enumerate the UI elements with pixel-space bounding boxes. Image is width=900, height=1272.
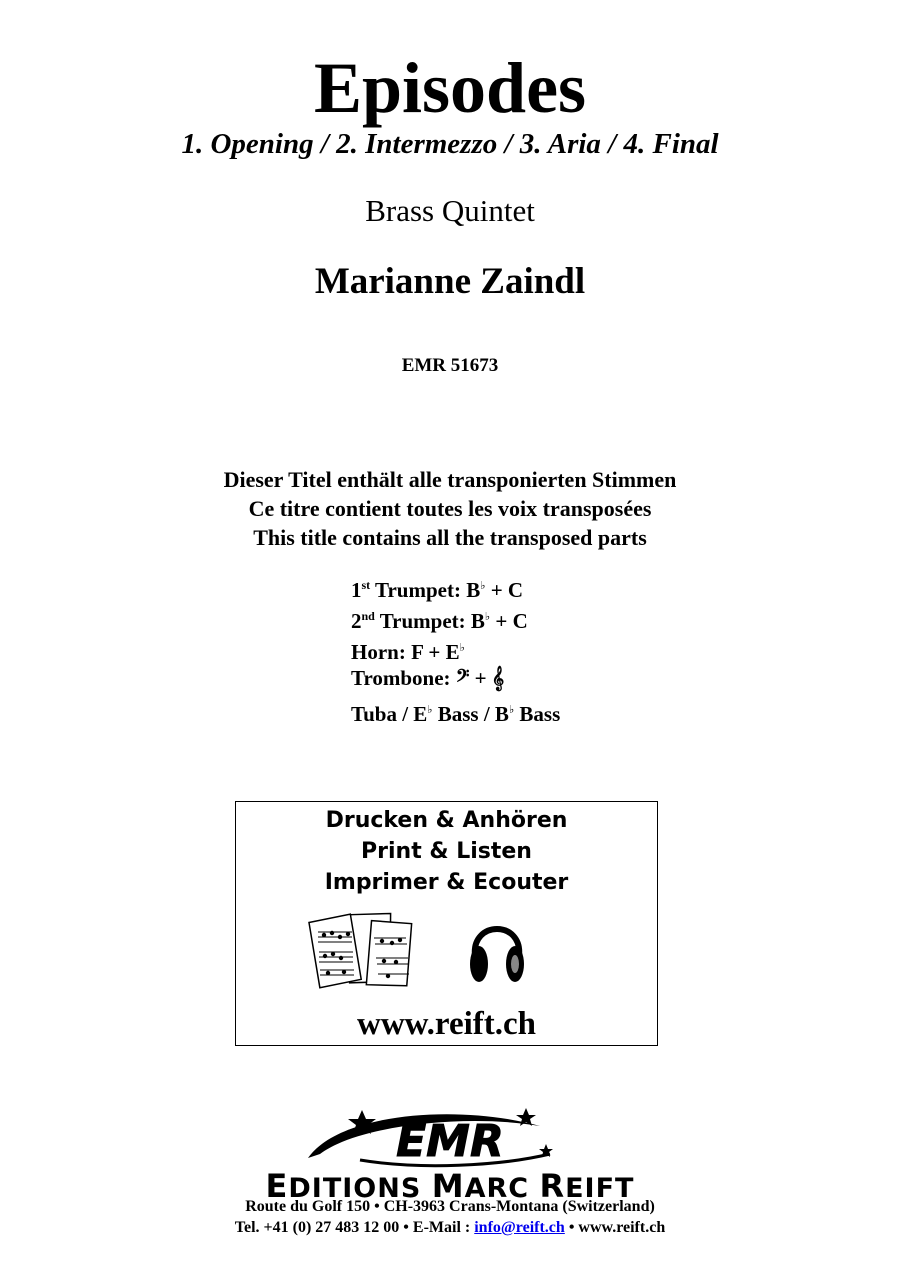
ordinal-suffix: nd xyxy=(361,609,375,623)
bass-clef-icon: 𝄢 xyxy=(455,666,470,690)
part-number: 2 xyxy=(351,609,362,633)
promo-german: Drucken & Anhören xyxy=(325,808,568,833)
publisher-address: Route du Golf 150 • CH-3963 Crans-Montana (Switzerland) xyxy=(245,1198,655,1215)
notice-german: Dieser Titel enthält alle transponierten Stimmen xyxy=(223,467,677,492)
part-number: 1 xyxy=(351,578,362,602)
promo-english: Print & Listen xyxy=(361,839,532,864)
ordinal-suffix: st xyxy=(361,578,371,592)
part-label: Trumpet: B xyxy=(370,578,481,602)
plus-sign: + xyxy=(469,666,492,690)
publisher-initial-e: E xyxy=(265,1167,289,1205)
treble-clef-icon: 𝄞 xyxy=(491,666,505,690)
part-first-trumpet xyxy=(351,570,560,601)
catalog-number: EMR 51673 xyxy=(401,355,499,376)
publisher-initial-r: R xyxy=(539,1167,566,1205)
flat-sign: ♭ xyxy=(484,610,491,623)
publisher-word-3: EIFT xyxy=(565,1173,635,1204)
promo-website-link[interactable]: www.reift.ch xyxy=(356,1006,537,1042)
page-title: Episodes xyxy=(313,48,587,128)
contact-phone: Tel. +41 (0) 27 483 12 00 • E-Mail : xyxy=(234,1219,475,1236)
flat-sign: ♭ xyxy=(480,579,486,592)
publisher-initial-m: M xyxy=(431,1167,465,1205)
email-link[interactable]: info@reift.ch xyxy=(474,1219,565,1236)
notice-french: Ce titre contient toutes les voix transposées xyxy=(248,496,652,521)
composer-name: Marianne Zaindl xyxy=(314,261,586,302)
sheet-music-icon xyxy=(308,910,420,990)
part-second-trumpet xyxy=(351,601,560,632)
part-trombone xyxy=(351,663,560,694)
ensemble-label: Brass Quintet xyxy=(365,193,535,228)
part-label: Horn: F + E xyxy=(351,640,460,664)
part-label-end: + C xyxy=(490,609,528,633)
contact-web: • www.reift.ch xyxy=(564,1219,666,1236)
publisher-contact xyxy=(0,1218,900,1238)
publisher-word-1: DITIONS xyxy=(288,1173,432,1204)
movements-subtitle: 1. Opening / 2. Intermezzo / 3. Aria / 4. Final xyxy=(181,128,719,160)
emr-logo xyxy=(300,1104,600,1170)
part-label: Trumpet: B xyxy=(374,609,485,633)
print-listen-box[interactable] xyxy=(235,801,658,1046)
part-tuba xyxy=(351,694,560,725)
part-horn xyxy=(351,632,560,663)
part-label-end: + C xyxy=(485,578,524,602)
flat-sign: ♭ xyxy=(427,703,433,716)
part-label-end: Bass xyxy=(514,702,561,726)
part-label: Trombone: xyxy=(351,666,456,690)
emr-logo-text: EMR xyxy=(396,1116,504,1167)
flat-sign: ♭ xyxy=(508,703,515,716)
promo-french: Imprimer & Ecouter xyxy=(324,870,569,895)
part-label-mid: Bass / B xyxy=(432,702,509,726)
part-label: Tuba / E xyxy=(351,702,428,726)
parts-list xyxy=(351,570,560,725)
flat-sign: ♭ xyxy=(459,641,465,654)
notice-english: This title contains all the transposed parts xyxy=(253,525,647,550)
headphones-icon xyxy=(467,912,527,988)
publisher-word-2: ARC xyxy=(464,1173,540,1204)
